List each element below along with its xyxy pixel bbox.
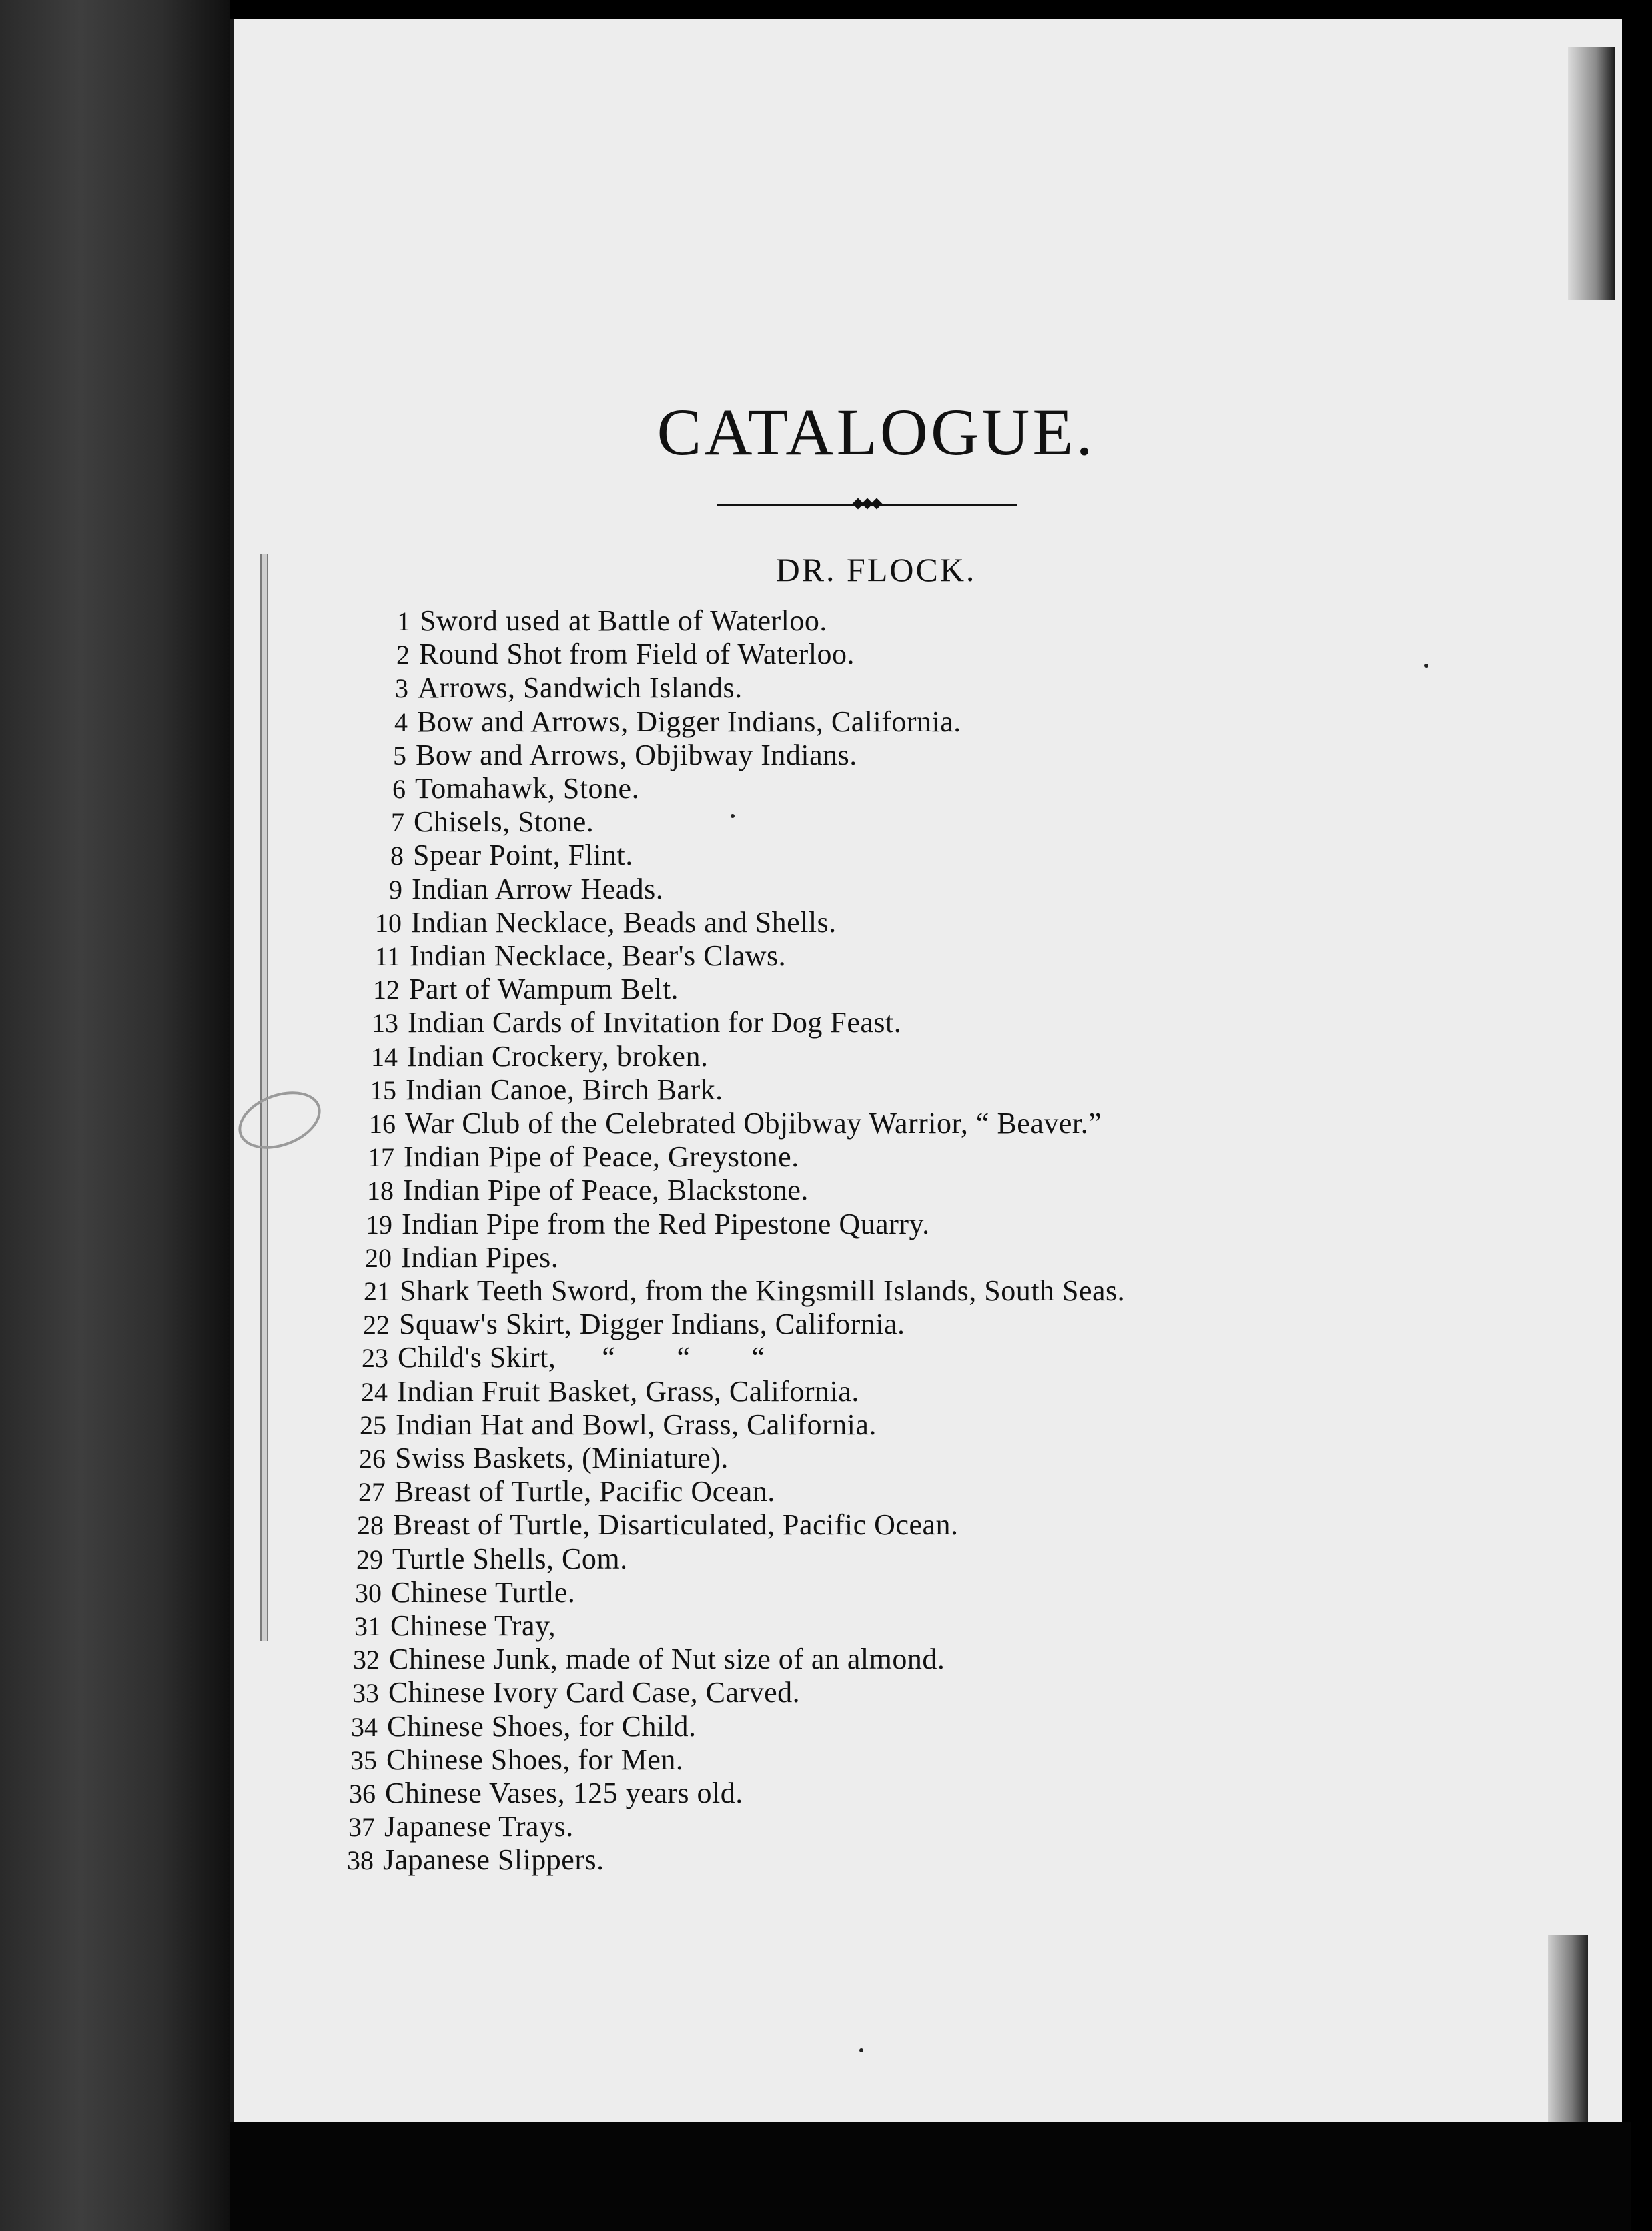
item-description: Indian Arrow Heads. bbox=[412, 873, 664, 905]
catalogue-item bbox=[332, 1675, 800, 1713]
item-number: 18 bbox=[367, 1176, 394, 1206]
catalogue-item bbox=[357, 838, 633, 875]
catalogue-item bbox=[328, 1809, 574, 1847]
catalogue-item bbox=[333, 1642, 945, 1679]
item-description: Japanese Slippers. bbox=[383, 1843, 604, 1876]
catalogue-item bbox=[347, 1173, 809, 1210]
item-number: 22 bbox=[363, 1310, 390, 1340]
item-number: 7 bbox=[391, 807, 404, 837]
catalogue-item bbox=[360, 738, 857, 775]
item-description: Spear Point, Flint. bbox=[413, 839, 633, 871]
catalogue-item bbox=[364, 604, 827, 641]
item-number: 20 bbox=[365, 1243, 392, 1273]
catalogue-item bbox=[350, 1073, 723, 1110]
item-description: Breast of Turtle, Disarticulated, Pacific Ocean. bbox=[393, 1508, 959, 1541]
catalogue-item bbox=[334, 1609, 556, 1646]
catalogue-item bbox=[358, 805, 594, 842]
item-description: Round Shot from Field of Waterloo. bbox=[419, 638, 855, 671]
item-description: Chinese Junk, made of Nut size of an almond. bbox=[389, 1643, 945, 1675]
catalogue-item bbox=[335, 1575, 575, 1613]
catalogue-item bbox=[348, 1140, 799, 1177]
item-number: 27 bbox=[358, 1477, 385, 1507]
item-number: 29 bbox=[356, 1544, 383, 1575]
ink-speck bbox=[859, 2048, 863, 2052]
collector-heading: DR. FLOCK. bbox=[775, 551, 977, 588]
catalogue-item bbox=[356, 872, 663, 909]
item-description: Chinese Ivory Card Case, Carved. bbox=[388, 1676, 801, 1709]
catalogue-item bbox=[352, 1005, 901, 1043]
catalogue-item bbox=[341, 1374, 859, 1412]
item-number: 37 bbox=[348, 1812, 375, 1842]
item-description: Japanese Trays. bbox=[384, 1810, 574, 1843]
catalogue-item bbox=[327, 1843, 604, 1880]
item-description: Part of Wampum Belt. bbox=[409, 973, 679, 1005]
item-number: 38 bbox=[347, 1845, 374, 1875]
item-number: 5 bbox=[393, 741, 406, 771]
item-number: 36 bbox=[349, 1779, 376, 1809]
item-number: 35 bbox=[350, 1745, 377, 1775]
item-description: Indian Pipe from the Red Pipestone Quarry. bbox=[402, 1208, 930, 1240]
item-number: 21 bbox=[364, 1276, 390, 1306]
item-description: Indian Canoe, Birch Bark. bbox=[406, 1073, 723, 1106]
catalogue-item bbox=[342, 1340, 765, 1378]
item-number: 16 bbox=[369, 1109, 396, 1139]
item-number: 11 bbox=[374, 941, 400, 971]
catalogue-item bbox=[338, 1474, 775, 1512]
item-number: 31 bbox=[354, 1611, 381, 1641]
page-title: CATALOGUE. bbox=[657, 395, 1096, 469]
catalogue-item bbox=[346, 1207, 930, 1244]
item-description: Shark Teeth Sword, from the Kingsmill Islands, South Seas. bbox=[400, 1274, 1126, 1307]
ink-speck bbox=[731, 814, 735, 818]
item-description: Chinese Vases, 125 years old. bbox=[385, 1777, 743, 1809]
catalogue-item bbox=[330, 1743, 683, 1780]
item-number: 14 bbox=[371, 1042, 398, 1072]
item-number: 13 bbox=[372, 1008, 398, 1038]
item-number: 9 bbox=[389, 875, 402, 905]
item-number: 33 bbox=[352, 1678, 379, 1708]
item-description: Breast of Turtle, Pacific Ocean. bbox=[394, 1475, 775, 1508]
catalogue-item bbox=[361, 705, 961, 742]
item-description: Tomahawk, Stone. bbox=[415, 772, 640, 805]
item-number: 26 bbox=[359, 1444, 386, 1474]
item-description: Indian Pipe of Peace, Greystone. bbox=[404, 1140, 799, 1173]
catalogue-item bbox=[351, 1039, 708, 1077]
item-number: 12 bbox=[373, 975, 400, 1005]
catalogue-item bbox=[337, 1508, 959, 1545]
item-description: Chinese Tray, bbox=[390, 1609, 556, 1642]
item-number: 30 bbox=[355, 1578, 382, 1608]
item-description: Indian Necklace, Bear's Claws. bbox=[410, 939, 787, 972]
item-description: Squaw's Skirt, Digger Indians, California. bbox=[399, 1308, 905, 1340]
item-number: 28 bbox=[357, 1510, 384, 1540]
item-description: Chisels, Stone. bbox=[414, 805, 594, 838]
item-description: Arrows, Sandwich Islands. bbox=[418, 671, 743, 704]
catalogue-item bbox=[359, 771, 639, 809]
item-description: Sword used at Battle of Waterloo. bbox=[420, 604, 827, 637]
item-description: Indian Crockery, broken. bbox=[407, 1040, 709, 1073]
item-description: Child's Skirt, “ “ “ bbox=[398, 1341, 765, 1374]
item-number: 25 bbox=[360, 1410, 386, 1440]
catalogue-item bbox=[353, 972, 679, 1009]
catalogue-item bbox=[354, 939, 786, 976]
item-number: 15 bbox=[370, 1075, 396, 1105]
item-number: 2 bbox=[396, 640, 410, 670]
catalogue-item bbox=[340, 1408, 877, 1445]
item-number: 17 bbox=[368, 1142, 394, 1172]
item-description: Chinese Turtle. bbox=[391, 1576, 576, 1609]
item-description: Indian Pipes. bbox=[401, 1241, 559, 1274]
item-description: Bow and Arrows, Objibway Indians. bbox=[416, 739, 857, 771]
item-description: War Club of the Celebrated Objibway Warrior, “ Beaver.” bbox=[405, 1107, 1102, 1140]
catalogue-item bbox=[344, 1274, 1125, 1311]
item-description: Turtle Shells, Com. bbox=[392, 1542, 628, 1575]
ink-speck bbox=[1424, 664, 1428, 668]
catalogue-item bbox=[343, 1307, 905, 1344]
catalogue-item bbox=[345, 1240, 558, 1278]
catalogue-item bbox=[331, 1709, 696, 1747]
item-description: Indian Fruit Basket, Grass, California. bbox=[397, 1375, 859, 1408]
item-description: Bow and Arrows, Digger Indians, California. bbox=[417, 705, 961, 738]
item-number: 32 bbox=[353, 1645, 380, 1675]
item-number: 34 bbox=[351, 1712, 378, 1742]
catalogue-item bbox=[355, 905, 837, 943]
catalogue-item bbox=[339, 1441, 729, 1478]
item-description: Indian Necklace, Beads and Shells. bbox=[411, 906, 837, 939]
item-number: 4 bbox=[394, 707, 408, 737]
item-description: Chinese Shoes, for Men. bbox=[386, 1743, 684, 1776]
item-number: 19 bbox=[366, 1210, 392, 1240]
item-number: 23 bbox=[362, 1343, 388, 1373]
item-number: 10 bbox=[375, 908, 402, 938]
item-description: Chinese Shoes, for Child. bbox=[387, 1710, 697, 1743]
catalogue-item bbox=[363, 637, 855, 675]
catalogue-item bbox=[329, 1776, 743, 1813]
item-number: 8 bbox=[390, 841, 404, 871]
item-description: Swiss Baskets, (Miniature). bbox=[395, 1442, 729, 1474]
item-number: 1 bbox=[397, 606, 410, 636]
item-number: 24 bbox=[361, 1377, 388, 1407]
item-number: 6 bbox=[392, 774, 406, 804]
catalogue-item bbox=[349, 1106, 1102, 1144]
catalogue-item bbox=[362, 671, 743, 708]
item-description: Indian Hat and Bowl, Grass, California. bbox=[396, 1408, 877, 1441]
item-description: Indian Cards of Invitation for Dog Feast. bbox=[408, 1006, 902, 1039]
item-description: Indian Pipe of Peace, Blackstone. bbox=[403, 1174, 809, 1206]
item-number: 3 bbox=[395, 673, 408, 703]
catalogue-item bbox=[336, 1542, 628, 1579]
